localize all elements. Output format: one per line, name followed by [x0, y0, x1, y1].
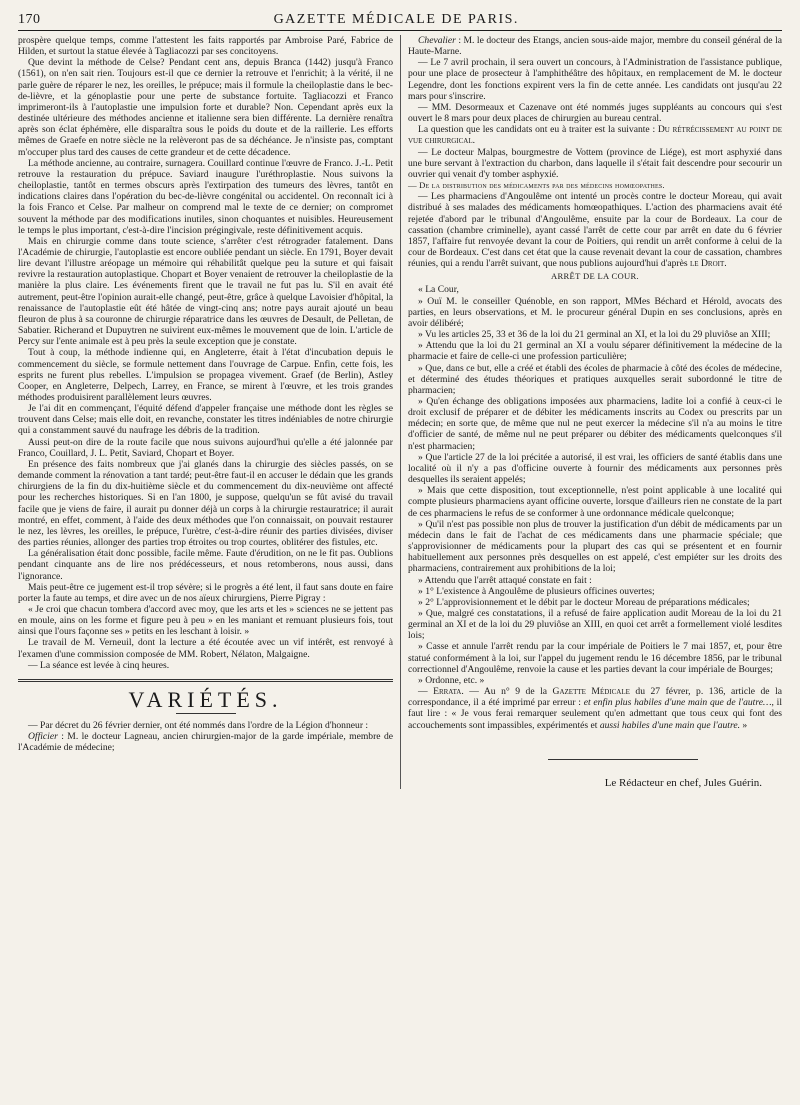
paragraph: — Le 7 avril prochain, il sera ouvert un concours, à l'Administration de l'assistance publique, pour une place de prosecteur à l'amphithéâtre des hôpitaux, en remplacement de M. le docteur Legendre, dont les fonctions expirent vers la fin de cette année. Les candidats ont jusqu'au 22 mars pour s'inscrire. [408, 57, 782, 102]
arret-title: ARRÊT DE LA COUR. [550, 271, 640, 282]
paragraph: — MM. Desormeaux et Cazenave ont été nommés juges suppléants au concours qui s'est ouvert le 8 mars pour deux places de chirurgien au bureau central. [408, 101, 782, 125]
section-title-varietes: VARIÉTÉS. [128, 686, 283, 712]
arret-paragraph: » Que, malgré ces constatations, il a refusé de faire application audit Moreau de la loi du 21 germinal an XI et de la loi du 29 pluviôse an XIII, en quoi cet arrêt a formellement violé lesdites lois; [408, 607, 782, 642]
paragraph: — Les pharmaciens d'Angoulême ont intenté un procès contre le docteur Moreau, qui avait distribué à ses malades des médicaments homœopathiques. L'action des pharmaciens avait été rejetée d'abord par le tribunal d'Angoulême, ensuite par la cour de Bordeaux. La cour de cassation (chambre criminelle), ayant cassé l'arrêt de cette cour par arrêt en date du 6 février 1857, l'affaire fut renvoyée devant la cour de Poitiers, qui rendit un arrêt conforme à celui de la cour de Bordeaux. C'est dans cet état que la cause revenait devant la cour de cassation, chambres réunies, qui a rendu l'arrêt suivant, que nous publions aujourd'hui d'après le Droit. [408, 191, 782, 270]
journal-title: GAZETTE MÉDICALE DE PARIS. [273, 12, 519, 27]
paragraph: Le travail de M. Verneuil, dont la lecture a été écoutée avec un vif intérêt, est renvoyé à l'examen d'une commission composée de MM. Robert, Nélaton, Malgaigne. [18, 637, 393, 660]
paragraph: Mais peut-être ce jugement est-il trop sévère; si le progrès a été lent, il faut sans doute en faire porter la faute au temps, et dire avec un de nos aïeux chirurgiens, Pierre Pigray : [18, 581, 393, 604]
paragraph: Mais en chirurgie comme dans toute science, s'arrêter c'est rétrograder fatalement. Dans l'Académie de chirurgie, l'autoplastie est encore oubliée pendant un siècle. En 1791, Boyer devait lire devant l'illustre aréopage un mémoire qui réhabilitât quelque peu la suture et qui faisait revivre la restauration autoplastique. Chopart et Boyer venaient de retrouver la cheiloplastie de la manière la plus claire. Les événements firent que le travail ne fut pas lu. S'il en avait été autrement, peut-être l'opinion aurait-elle changé, peut-être, grâce à quelque Lavoisier d'hôpital, la renaissance de l'autoplastie eût été hâtée de vingt-cinq ans; notre pays aurait ajouté un beau fleuron de plus à sa couronne de chirurgie réparatrice dans les œuvres de Desault, de Pelletan, de Sabatier. Richerand et Dupuytren ne suivirent eux-mêmes le mouvement que de loin. L'article de Percy sur l'ente animale est à peu près la seule exception que je constate. [18, 235, 393, 348]
journal-reference: Gazette Médicale [552, 686, 630, 698]
paragraph-text: — Les pharmaciens d'Angoulême ont intenté un procès contre le docteur Moreau, qui avait distribué à ses malades des médicaments homœopathiques. L'action des pharmaciens avait été rejetée d'abord par le tribunal d'Angoulême, ensuite par la cour de Bordeaux. La cour de cassation (chambre criminelle), ayant cassé l'arrêt de cette cour par arrêt en date du 6 février 1857, l'affaire fut renvoyée devant la cour de Poitiers, qui rendit un arrêt conforme à celui de la cour de Bordeaux. C'est dans cet état que la cause revenait devant la cour de cassation, chambres réunies, qui a rendu l'arrêt suivant, que nous publions aujourd'hui d'après [408, 191, 782, 270]
paragraph: prospère quelque temps, comme l'attestent les faits rapportés par Ambroise Paré, Fabrice de Hilden, et surtout la statue élevée à Tagliacozzi par ses concitoyens. [18, 35, 393, 58]
paragraph-text: : M. le docteur Lagneau, ancien chirurgien-major de la garde impériale, membre de l'Académie de médecine; [18, 731, 393, 754]
arret-paragraph: » Vu les articles 25, 33 et 36 de la loi du 21 germinal an XI, et la loi du 29 pluviôse an XIII; [418, 329, 771, 341]
paragraph [408, 124, 782, 146]
arret-paragraph: » Que, dans ce but, elle a créé et établi des écoles de pharmacie à côté des écoles de médecine, et déterminé des études théoriques et pratiques auxquelles serait subordonné le titre de pharmacien; [408, 362, 782, 396]
paragraph: — Par décret du 26 février dernier, ont été nommés dans l'ordre de la Légion d'honneur : [28, 720, 369, 732]
section-heading-text: — De la distribution des médicaments par des médecins homœopathes. [408, 180, 665, 191]
page-number: 170 [18, 12, 41, 27]
paragraph: Que devint la méthode de Celse? Pendant cent ans, depuis Branca (1442) jusqu'à Franco (1561), on n'en sait rien. Toujours est-il que ce dernier la retrouve et l'enrichit; à la vérité, il ne parle guère de réparer le nez, les oreilles, le prépuce; mais il formule la cheiloplastie dans le bec-de-lièvre, et la génoplastie pour une perte de substance fortuite. Tagliacozzi et Franco imprimeront-ils à l'autoplastie une impulsion forte et durable? Non. Cependant après eux la destinée ultérieure des méthodes ancienne et italienne sera bien différente. La dernière renaîtra après son éclat éphémère, elle disparaîtra sous le poids du doute et de la raillerie. Les efforts mêmes de Graefe en notre siècle ne la relèveront pas de sa déchéance. Je n'insiste pas, comptant m'occuper plus tard des causes de cette grandeur et de cette décadence. [18, 57, 393, 158]
right-column [400, 35, 782, 789]
arret-paragraph: » Que l'article 27 de la loi précitée a autorisé, il est vrai, les officiers de santé établis dans une localité où il n'y a pas d'officine ouverte à fournir des médicaments aux personnes près desquelles ils seraient appelés; [408, 451, 782, 486]
arret-paragraph: » Ouï M. le conseiller Quénoble, en son rapport, MMes Béchard et Hérold, avocats des parties, en leurs observations, et M. le procureur général Dupin en ses conclusions, après en avoir délibéré; [408, 295, 782, 329]
arret-paragraph: » 2° L'approvisionnement et le débit par le docteur Moreau de préparations médicales; [418, 596, 750, 608]
paragraph: Je l'ai dit en commençant, l'équité défend d'appeler française une méthode dont les règles se trouvent dans Celse; mais elle doit, en revanche, constater les titres indéniables de notre chirurgie qui a constamment sauvé du naufrage les débris de la tradition. [18, 403, 393, 437]
paragraph: Tout à coup, la méthode indienne qui, en Angleterre, était à l'état d'incubation depuis le commencement du siècle, se formule nettement dans l'ouvrage de Carpue. Enfin, cette fois, les esprits ne furent plus rebelles. L'impulsion se propagea vivement. Graef (de Berlin), Astley Cooper, en Angleterre, Delpech, Larrey, en France, se mirent à l'œuvre, et les trois grandes méthodes produisirent parallèlement leurs œuvres. [18, 347, 393, 403]
editor-signature: Le Rédacteur en chef, Jules Guérin. [604, 776, 762, 789]
errata-text: du 27 févrer, p. 136, article de la correspondance, il a été imprimé par erreur : [408, 686, 783, 709]
paragraph: La méthode ancienne, au contraire, surnagera. Couillard continue l'œuvre de Franco. J.-L. Petit retrouve la restauration du prépuce. Saviard inaugure l'uréthroplastie. Nous suivons la cheiloplastie, tantôt en termes obscurs après l'extirpation des tumeurs des lèvres, tantôt en indications claires dans l'opération du bec-de-lièvre congénital ou accidentel. On reconnaît ici à la fois Franco et Celse. Par malheur on comprend mal le texte de ce dernier; on compromet souvent la méthode par des modifications inutiles, sinon choquantes et nuisibles. Heureusement le temps le plus important, c'est-à-dire l'incision prégingivale, reste définitivement acquis. [18, 157, 393, 236]
question-subject: Du rétrécissement au point de vue chirurgical. [408, 124, 782, 147]
arret-paragraph: » Casse et annule l'arrêt rendu par la cour impériale de Poitiers le 7 mai 1857, et, pour être statué conformément à la loi, sur l'appel du jugement rendu le 16 décembre 1856, par le tribunal correctionnel d'Angoulême, renvoie la cause et les parties devant la cour impériale de Bourges; [408, 641, 782, 675]
section-divider [18, 679, 393, 682]
paragraph: — Le docteur Malpas, bourgmestre de Vottem (province de Liége), est mort asphyxié dans une bure servant à l'extraction du charbon, dans laquelle il s'était fait descendre pour secourir un ouvrier qui venait d'y tomber asphyxié. [408, 146, 782, 180]
errata-wrong-text: et enfin plus habiles d'une main que de l'autre… [583, 697, 772, 709]
paragraph [408, 35, 782, 57]
arret-paragraph: » Attendu que l'arrêt attaqué constate en fait : [418, 574, 592, 586]
errata-text: » [740, 719, 748, 731]
source-name: le Droit [690, 258, 725, 270]
arret-paragraph: » Mais que cette disposition, tout exceptionnelle, n'est point applicable à une localité qui compte plusieurs pharmaciens ayant officine ouverte, lorsque d'ailleurs rien ne constate de la part de ces pharmaciens le refus de se conformer à une ordonnance médicale quelconque; [408, 485, 782, 519]
arret-paragraph: « La Cour, [418, 284, 459, 296]
arret-paragraph: » Attendu que la loi du 21 germinal an XI a voulu séparer définitivement la médecine de la pharmacie et faire de celle-ci une profession particulière; [408, 340, 782, 363]
quotation: « Je croi que chacun tombera d'accord avec moy, que les arts et les » sciences ne se jettent pas en moule, ains on les forme et figure peu à peu » en les maniant et remuant plusieurs fois, tout ainsi que l'ours façonne ses » petits en les leschant à loisir. » [18, 603, 393, 638]
short-divider [176, 713, 236, 714]
arret-paragraph: » 1° L'existence à Angoulême de plusieurs officines ouvertes; [418, 585, 655, 597]
rank-label: Chevalier [418, 35, 456, 46]
paragraph: En présence des faits nombreux que j'ai glanés dans la chirurgie des siècles passés, on se demande comment la rénovation a tant tardé; peut-être faut-il en accuser le dédain que les grands chirurgiens de la fin du dix-huitième siècle et du commencement du dix-neuvième ont affecté pour les recherches historiques. Si en l'an 1800, je suppose, quelqu'un se fût avisé du travail facile que je viens de faire, il aurait pu donner déjà un corps à la chirurgie restauratrice; il aurait montré, en effet, comment, à l'aide des deux méthodes que l'on connaissait, on pouvait restaurer le nez, les lèvres, les oreilles, le prépuce, l'urètre, c'est-à-dire réunir des parties divisées, diviser des parties réunies, allonger des parties trop étroites ou trop courtes, oblitérer des fistules, etc. [18, 458, 393, 549]
left-column [18, 35, 400, 789]
errata-correct-text: aussi habiles d'une main que l'autre. [599, 719, 741, 731]
errata-text: , il faut lire : « Je vous ferai remarquer seulement qu'en admettant que tous ceux qui font des accouchements sont impassibles, expérimentés et [408, 697, 782, 731]
errata-text: — Au n° 9 de la [463, 686, 553, 698]
errata-label: — Errata. [418, 686, 464, 698]
article-columns [18, 35, 782, 789]
paragraph-text: : M. le docteur des Etangs, ancien sous-aide major, membre du conseil général de la Haute-Marne. [408, 35, 782, 58]
paragraph [18, 731, 393, 753]
paragraph: Aussi peut-on dire de la route facile que nous suivons aujourd'hui qu'elle a été jalonnée par Franco, Couillard, J. L. Petit, Saviard, Chopart et Boyer. [18, 436, 393, 459]
arret-paragraph: » Qu'il n'est pas possible non plus de trouver la justification d'un débit de médicaments par un médecin dans le fait de l'achat de ces médicaments dans une pharmacie spéciale; que s'approvisionner de médicaments pour la plupart des cas qui se présentent et en fournir habituellement aux personnes près desquelles on est appelé, c'est empiéter sur les droits des pharmaciens, contrairement aux prohibitions de la loi; [408, 518, 782, 575]
rank-label: Officier [28, 731, 58, 743]
paragraph: La généralisation était donc possible, facile même. Faute d'érudition, on ne le fit pas. Oublions pendant cinquante ans de lire nos prédécesseurs, et nous retomberons, nous aussi, dans l'ignorance. [18, 548, 393, 582]
arret-paragraph: » Qu'en échange des obligations imposées aux pharmaciens, ladite loi a confié à ceux-ci le droit exclusif de préparer et de débiter les médicaments inscrits au Codex ou prescrits par un médecin; en sorte que, de même que nul ne peut exercer la médecine s'il n'a au moins le titre d'officier de santé, de même nul ne peut préparer ou débiter des médicaments quelconques s'il n'est pharmacien; [408, 396, 782, 452]
page-header [18, 12, 782, 31]
paragraph-text: La question que les candidats ont eu à traiter est la suivante : [418, 124, 658, 136]
paragraph: — La séance est levée à cinq heures. [28, 659, 170, 671]
errata-paragraph [408, 686, 782, 731]
arret-paragraph: » Ordonne, etc. » [418, 674, 485, 686]
section-heading [408, 180, 782, 191]
signature-divider [548, 759, 698, 760]
